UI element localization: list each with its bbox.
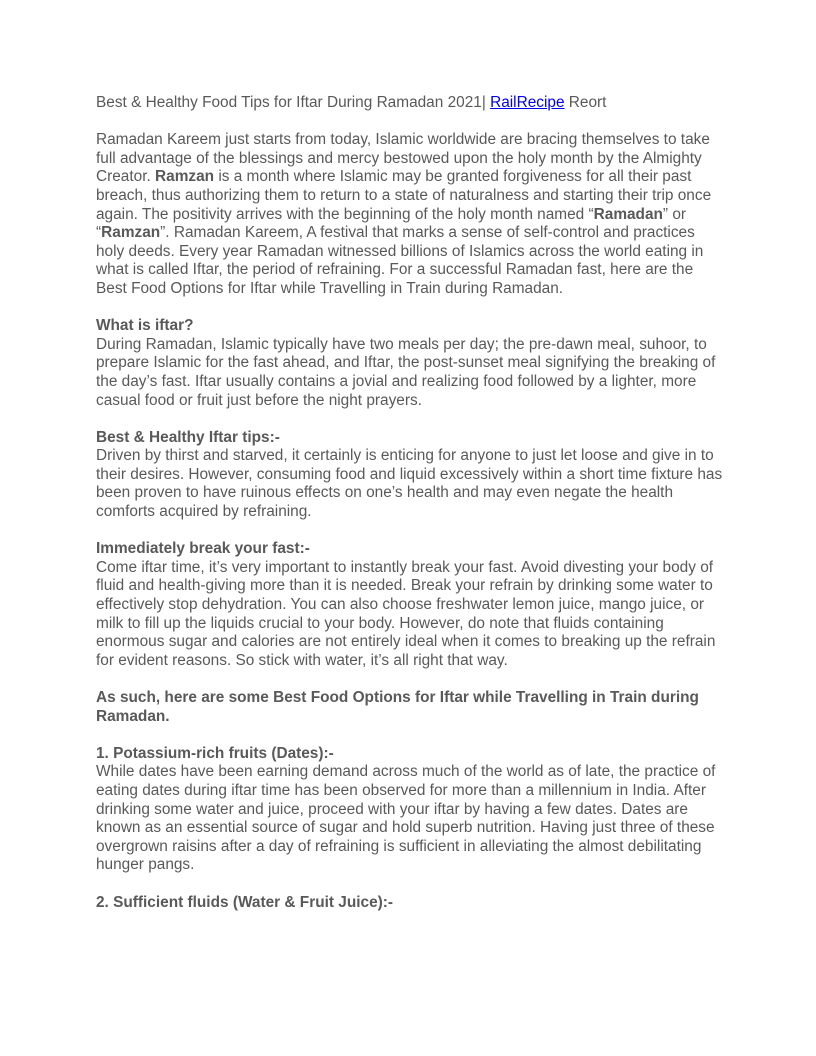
- item-dates: [96, 745, 726, 875]
- title-suffix: Reort: [564, 94, 607, 111]
- intro-bold-ramzan-2: Ramzan: [101, 224, 161, 242]
- item-heading: 2. Sufficient fluids (Water & Fruit Juice):-: [96, 893, 393, 911]
- title-text: Best & Healthy Food Tips for Iftar During Ramadan 2021|: [96, 94, 491, 111]
- item-body: While dates have been earning demand across much of the world as of late, the practice of eating dates during iftar time has been observed for more than a millennium in India. After drinking some water and juice, proceed with your iftar by having a few dates. Dates are known as an essential source of sugar and hold superb nutrition. Having just three of these overgrown raisins after a day of refraining is sufficient in alleviating the almost debilitating hunger pangs.: [96, 763, 716, 874]
- intro-bold-ramadan: Ramadan: [593, 205, 663, 223]
- section-heading: What is iftar?: [96, 317, 194, 335]
- intro-bold-ramzan: Ramzan: [155, 168, 215, 186]
- item-fluids: [96, 894, 726, 913]
- intro-paragraph: [96, 131, 726, 298]
- section-body: Driven by thirst and starved, it certainly is enticing for anyone to just let loose and give in to their desires. However, consuming food and liquid excessively within a short time fixture has been proven to have ruinous effects on one’s health and may even negate the health comforts acquired by refraining.: [96, 447, 723, 521]
- railrecipe-link[interactable]: RailRecipe: [490, 94, 565, 111]
- intro-text-4: ”. Ramadan Kareem, A festival that marks a sense of self-control and practices holy deeds. Every year Ramadan witnessed billions of Islamics across the world eating in what is called Iftar, the period of refraining. For a successful Ramadan fast, here are the Best Food Options for Iftar while Travelling in Train during Ramadan.: [96, 224, 704, 297]
- options-heading: As such, here are some Best Food Options for Iftar while Travelling in Train during Ramadan.: [96, 689, 699, 725]
- intro-text-1: Ramadan Kareem just starts from today, Islamic worldwide are bracing themselves to take full advantage of the blessings and mercy bestowed upon the holy month by the Almighty Creator.: [96, 131, 710, 186]
- section-heading: Best & Healthy Iftar tips:-: [96, 428, 280, 446]
- section-heading: Immediately break your fast:-: [96, 540, 310, 558]
- section-body: Come iftar time, it’s very important to instantly break your fast. Avoid divesting your body of fluid and health-giving more than it is needed. Break your refrain by drinking some water to effectively stop dehydration. You can also choose freshwater lemon juice, mango juice, or milk to fill up the liquids crucial to your body. However, do note that fluids containing enormous sugar and calories are not entirely ideal when it comes to breaking up the refrain for evident reasons. So stick with water, it’s all right that way.: [96, 558, 716, 669]
- section-what-is-iftar: [96, 317, 726, 410]
- document-title: [96, 94, 726, 113]
- intro-text-2: is a month where Islamic may be granted forgiveness for all their past breach, thus authorizing them to return to a state of naturalness and starting their trip once again. The positivity arrives with the beginning of the holy month named “: [96, 168, 712, 223]
- intro-text-3: ” or “: [96, 205, 687, 242]
- section-break-fast: [96, 540, 726, 670]
- item-heading: 1. Potassium-rich fruits (Dates):-: [96, 744, 334, 762]
- section-body: During Ramadan, Islamic typically have two meals per day; the pre-dawn meal, suhoor, to prepare Islamic for the fast ahead, and Iftar, the post-sunset meal signifying the breaking of the day’s fast. Iftar usually contains a jovial and realizing food followed by a lighter, more casual food or fruit just before the night prayers.: [96, 335, 716, 409]
- section-iftar-tips: [96, 429, 726, 522]
- document-page: [96, 94, 726, 912]
